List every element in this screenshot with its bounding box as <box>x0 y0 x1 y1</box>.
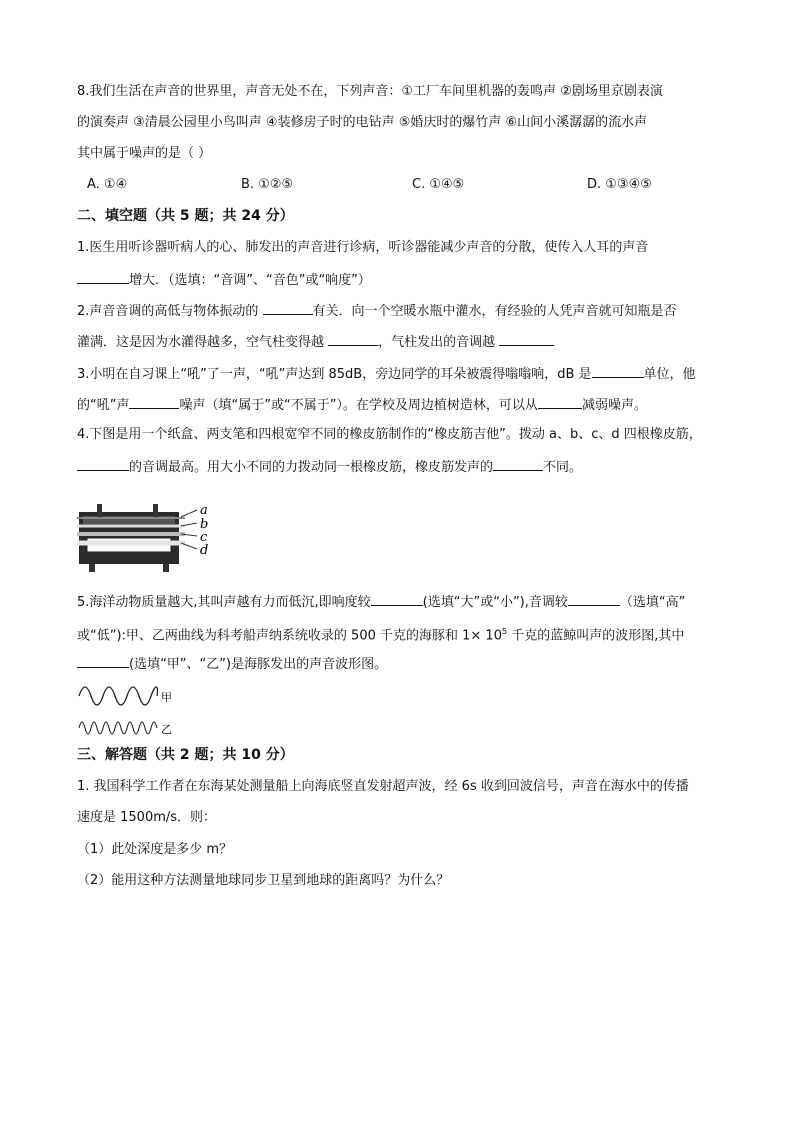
band-label-a: a <box>200 503 208 518</box>
answer-blank[interactable] <box>77 269 129 284</box>
s3-q1-part1: （1）此处深度是多少 m？ <box>77 842 233 857</box>
s2-q1-line1: 1.医生用听诊器听病人的心、肺发出的声音进行诊病，听诊器能减少声音的分散，使传入人耳的声音 <box>77 240 649 255</box>
wave-label-yi: 乙 <box>161 723 172 736</box>
s3-q1-part2: （2）能用这种方法测量地球同步卫星到地球的距离吗？为什么？ <box>77 873 450 888</box>
s2-q3-text-a1: 3.小明在自习课上“吼”了一声，“吼”声达到 85dB，旁边同学的耳朵被震得嗡嗡响，dB 是 <box>77 367 592 382</box>
waveform-figure <box>77 682 177 738</box>
q8-text-line1: 8.我们生活在声音的世界里，声音无处不在，下列声音：①工厂车间里机器的轰鸣声 ②剧场里京剧表演 <box>77 84 663 99</box>
wave-label-jia: 甲 <box>161 691 172 704</box>
s2-q5-line1 <box>77 591 685 613</box>
s2-q5-text-b2: 千克的蓝鲸叫声的波形图,其中 <box>507 628 685 644</box>
s2-q3-line2 <box>77 394 647 416</box>
s2-q5-text-a1: 5.海洋动物质量越大,其叫声越有力而低沉,即响度较 <box>77 595 371 610</box>
s2-q4-line1: 4.下图是用一个纸盒、两支笔和四根宽窄不同的橡皮筋制作的“橡皮筋吉他”。拨动 a、b、c、d 四根橡皮筋， <box>77 427 702 442</box>
s2-q2-text-a1: 2.声音音调的高低与物体振动的 <box>77 304 263 319</box>
s2-q3-text-b2: 噪声（填“属于”或“不属于”）。在学校及周边植树造林，可以从 <box>179 398 538 413</box>
s2-q2-text-b1: 灌满．这是因为水灌得越多，空气柱变得越 <box>77 335 329 350</box>
answer-blank[interactable] <box>77 653 129 668</box>
s2-q5-line3 <box>77 653 387 675</box>
s2-q4-text-b2: 不同。 <box>543 460 583 475</box>
q8-option-a: A. ①④ <box>87 177 128 192</box>
s2-q5-text-a3: （选填“高” <box>619 595 686 610</box>
section2-heading: 二、填空题（共 5 题；共 24 分） <box>77 208 294 224</box>
s2-q1-text: 增大．（选填：“音调”、“音色”或“响度”） <box>129 273 371 288</box>
q8-option-c: C. ①④⑤ <box>412 177 465 192</box>
band-label-c: c <box>200 530 208 545</box>
s2-q2-line1 <box>77 300 677 322</box>
answer-blank[interactable] <box>371 591 423 606</box>
section3-heading: 三、解答题（共 2 题；共 10 分） <box>77 747 294 763</box>
s2-q3-text-b1: 的“吼”声 <box>77 398 130 413</box>
s2-q1-line2 <box>77 269 371 291</box>
answer-blank[interactable] <box>592 363 644 378</box>
band-label-b: b <box>200 517 209 532</box>
answer-blank[interactable] <box>499 331 554 346</box>
s2-q3-text-b3: 减弱噪声。 <box>581 398 647 413</box>
q8-text-line3: 其中属于噪声的是（ ） <box>77 146 212 161</box>
answer-blank[interactable] <box>493 456 543 471</box>
band-label-d: d <box>200 543 209 558</box>
wave-yi <box>79 722 157 734</box>
q8-option-b: B. ①②⑤ <box>241 177 294 192</box>
s2-q5-text-b1: 或“低”):甲、乙两曲线为科考船声纳系统收录的 500 千克的海豚和 1× 10 <box>77 628 502 644</box>
s2-q4-text-b1: 的音调最高。用大小不同的力拨动同一根橡皮筋，橡皮筋发声的 <box>129 460 494 475</box>
s2-q3-text-a2: 单位，他 <box>643 367 696 382</box>
s2-q4-line2 <box>77 456 582 478</box>
s3-q1-line2: 速度是 1500m/s．则： <box>77 810 217 825</box>
s2-q5-exponent: 5 <box>501 627 508 636</box>
s3-q1-line1: 1. 我国科学工作者在东海某处测量船上向海底竖直发射超声波，经 6s 收到回波信号，声音在海水中的传播 <box>77 779 689 794</box>
wave-jia <box>79 687 158 705</box>
answer-blank[interactable] <box>77 456 129 471</box>
s2-q3-line1 <box>77 363 696 385</box>
answer-blank[interactable] <box>568 591 620 606</box>
s2-q2-text-a2: 有关．向一个空暖水瓶中灌水，有经验的人凭声音就可知瓶是否 <box>312 304 677 319</box>
s2-q5-text-c: (选填“甲”、“乙”)是海豚发出的声音波形图。 <box>129 657 388 672</box>
answer-blank[interactable] <box>129 394 179 409</box>
answer-blank[interactable] <box>263 300 313 315</box>
answer-blank[interactable] <box>328 331 378 346</box>
s2-q2-text-b2: ，气柱发出的音调越 <box>378 335 500 350</box>
q8-text-line2: 的演奏声 ③清晨公园里小鸟叫声 ④装修房子时的电钻声 ⑤婚庆时的爆竹声 ⑥山间小溪潺潺的流水声 <box>77 115 648 130</box>
s2-q5-line2 <box>77 622 684 646</box>
rubber-band-guitar-figure <box>77 498 217 574</box>
s2-q2-line2 <box>77 331 554 353</box>
answer-blank[interactable] <box>538 394 582 409</box>
q8-option-d: D. ①③④⑤ <box>587 177 652 192</box>
s2-q5-text-a2: (选填“大”或“小”),音调较 <box>422 595 568 610</box>
